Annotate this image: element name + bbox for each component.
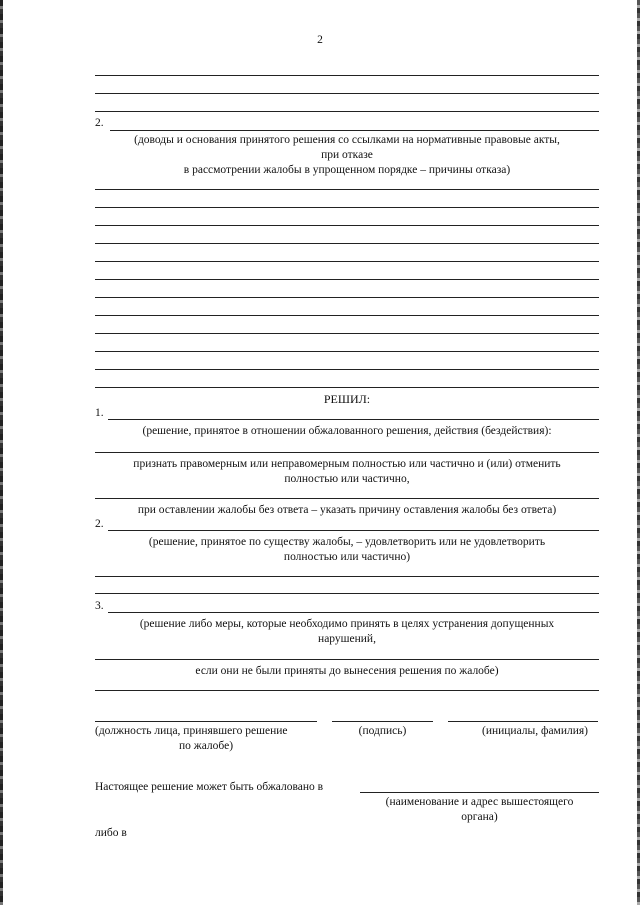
fill-line <box>95 333 599 334</box>
fill-line <box>95 243 599 244</box>
section-2-caption-line-3: в рассмотрении жалобы в упрощенном порядке – причины отказа) <box>183 164 511 176</box>
fill-line <box>95 225 599 226</box>
item-1-caption-line-3: полностью или частично, <box>284 473 410 485</box>
section-2-caption-line-2: при отказе <box>321 149 373 161</box>
section-2-number: 2. <box>95 117 104 129</box>
page-number: 2 <box>317 34 323 46</box>
appeal-fill-line <box>360 792 599 793</box>
position-line <box>95 721 317 722</box>
name-line <box>448 721 598 722</box>
fill-line <box>108 419 599 420</box>
fill-line <box>95 297 599 298</box>
item-1-caption-line-2: признать правомерным или неправомерным полностью или частично и (или) отменить <box>133 458 561 470</box>
fill-line <box>95 498 599 499</box>
fill-line <box>108 530 599 531</box>
item-1-caption-line-1: (решение, принятое в отношении обжалованного решения, действия (бездействия): <box>142 425 552 437</box>
item-3-number: 3. <box>95 600 104 612</box>
appeal-caption-line-2: органа) <box>461 811 498 823</box>
item-3-caption-line-1: (решение либо меры, которые необходимо принять в целях устранения допущенных <box>139 618 555 630</box>
signature-line <box>332 721 433 722</box>
fill-line <box>95 261 599 262</box>
item-2-caption-line-1: (решение, принятое по существу жалобы, – удовлетворить или не удовлетворить <box>148 536 546 548</box>
fill-line <box>95 369 599 370</box>
scan-edge-left <box>0 0 3 905</box>
fill-line <box>95 93 599 94</box>
fill-line <box>95 189 599 190</box>
appeal-or-text: либо в <box>95 827 127 839</box>
fill-line <box>95 315 599 316</box>
fill-line <box>95 111 599 112</box>
item-1-caption-line-4: при оставлении жалобы без ответа – указать причину оставления жалобы без ответа) <box>137 504 557 516</box>
fill-line <box>95 279 599 280</box>
fill-line <box>95 387 599 388</box>
fill-line <box>110 130 599 131</box>
fill-line <box>108 612 599 613</box>
item-3-caption-line-3: если они не были приняты до вынесения решения по жалобе) <box>195 665 499 677</box>
name-caption: (инициалы, фамилия) <box>481 725 589 737</box>
fill-line <box>95 576 599 577</box>
fill-line <box>95 593 599 594</box>
fill-line <box>95 690 599 691</box>
item-3-caption-line-2: нарушений, <box>318 633 376 645</box>
appeal-caption-line-1: (наименование и адрес вышестоящего <box>385 796 574 808</box>
appeal-text: Настоящее решение может быть обжаловано в <box>95 781 324 793</box>
fill-line <box>95 452 599 453</box>
fill-line <box>95 351 599 352</box>
fill-line <box>95 75 599 76</box>
item-2-number: 2. <box>95 518 104 530</box>
section-2-caption-line-1: (доводы и основания принятого решения со ссылками на нормативные правовые акты, <box>134 134 560 146</box>
fill-line <box>95 659 599 660</box>
position-caption-line-2: по жалобе) <box>178 740 234 752</box>
position-caption-line-1: (должность лица, принявшего решение <box>95 725 288 737</box>
item-1-number: 1. <box>95 407 104 419</box>
item-2-caption-line-2: полностью или частично) <box>283 551 411 563</box>
fill-line <box>95 207 599 208</box>
decided-heading: РЕШИЛ: <box>323 392 371 406</box>
signature-caption: (подпись) <box>358 725 407 737</box>
